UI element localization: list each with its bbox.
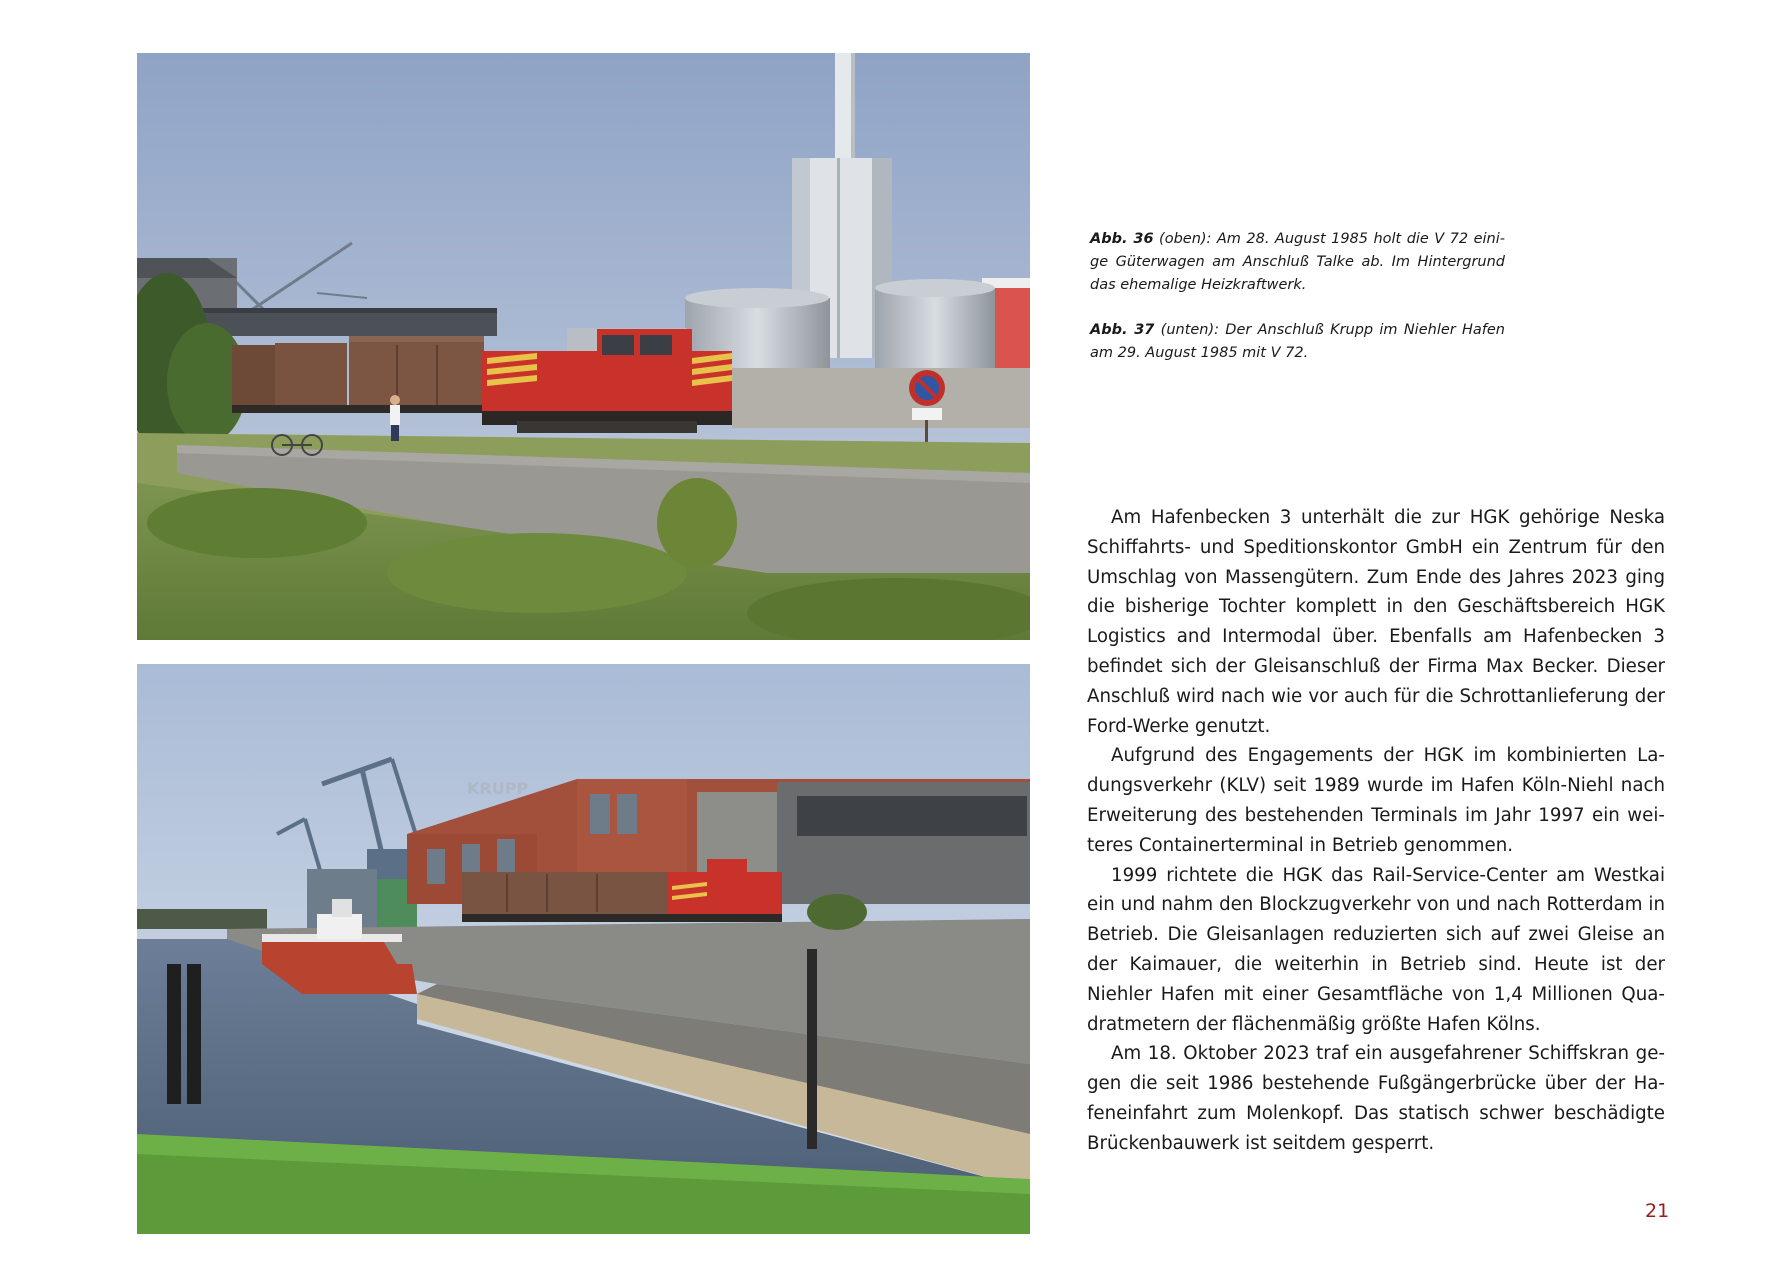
page-number: 21 (1645, 1200, 1670, 1222)
caption-label: Abb. 36 (1090, 231, 1154, 247)
photo-harbour-krupp (137, 664, 1030, 1234)
body-paragraph: Am 18. Oktober 2023 traf ein ausgefahrener Schiffskran gegen die seit 1986 bestehende Fußgängerbrücke über der Hafeneinfahrt zum Molenkopf. Das statisch schwer beschädigte Brückenbauwerk ist seitdem gesperrt. (1087, 1043, 1665, 1154)
caption-label: Abb. 37 (1090, 322, 1155, 338)
krupp-sign: KRUPP (467, 779, 529, 798)
caption-text: (oben): Am 28. August 1985 holt die V 72 einige Güterwagen am Anschluß Talke ab. Im Hintergrund das ehemalige Heizkraftwerk. (1090, 231, 1505, 293)
body-paragraph: Am Hafenbecken 3 unterhält die zur HGK gehörige Neska Schiffahrts- und Speditionskontor GmbH ein Zentrum für den Umschlag von Massengütern. Zum Ende des Jahres 2023 ging die bisherige Tochter komplett in den Geschäftsbereich HGK Logistics and Intermodal über. Ebenfalls am Hafenbecken 3 befindet sich der Gleisanschluß der Firma Max Becker. Dieser Anschluß wird nach wie vor auch für die Schrottanlieferung der Ford-Werke genutzt. (1087, 507, 1665, 737)
caption-abb-37 (1090, 319, 1505, 365)
photo-captions (1090, 228, 1505, 387)
caption-abb-36 (1090, 228, 1505, 297)
body-paragraph: Aufgrund des Engagements der HGK im kombinierten Ladungsverkehr (KLV) seit 1989 wurde im Hafen Köln-Niehl nach Erweiterung des bestehenden Terminals im Jahr 1997 ein weiteres Containerterminal in Betrieb genommen. (1087, 745, 1665, 856)
photo-locomotive-power-plant (137, 53, 1030, 640)
body-paragraph: 1999 richtete die HGK das Rail-Service-Center am Westkai ein und nahm den Blockzugverkehr von und nach Rotterdam in Betrieb. Die Gleisanlagen reduzierten sich auf zwei Gleise an der Kaimauer, die weiterhin in Betrieb sind. Heute ist der Niehler Hafen mit einer Gesamtfläche von 1,4 Millionen Quadratmetern der flächenmäßig größte Hafen Kölns. (1087, 864, 1665, 1035)
body-text (1087, 503, 1665, 1159)
caption-text: (unten): Der Anschluß Krupp im Niehler Hafen am 29. August 1985 mit V 72. (1090, 322, 1505, 361)
